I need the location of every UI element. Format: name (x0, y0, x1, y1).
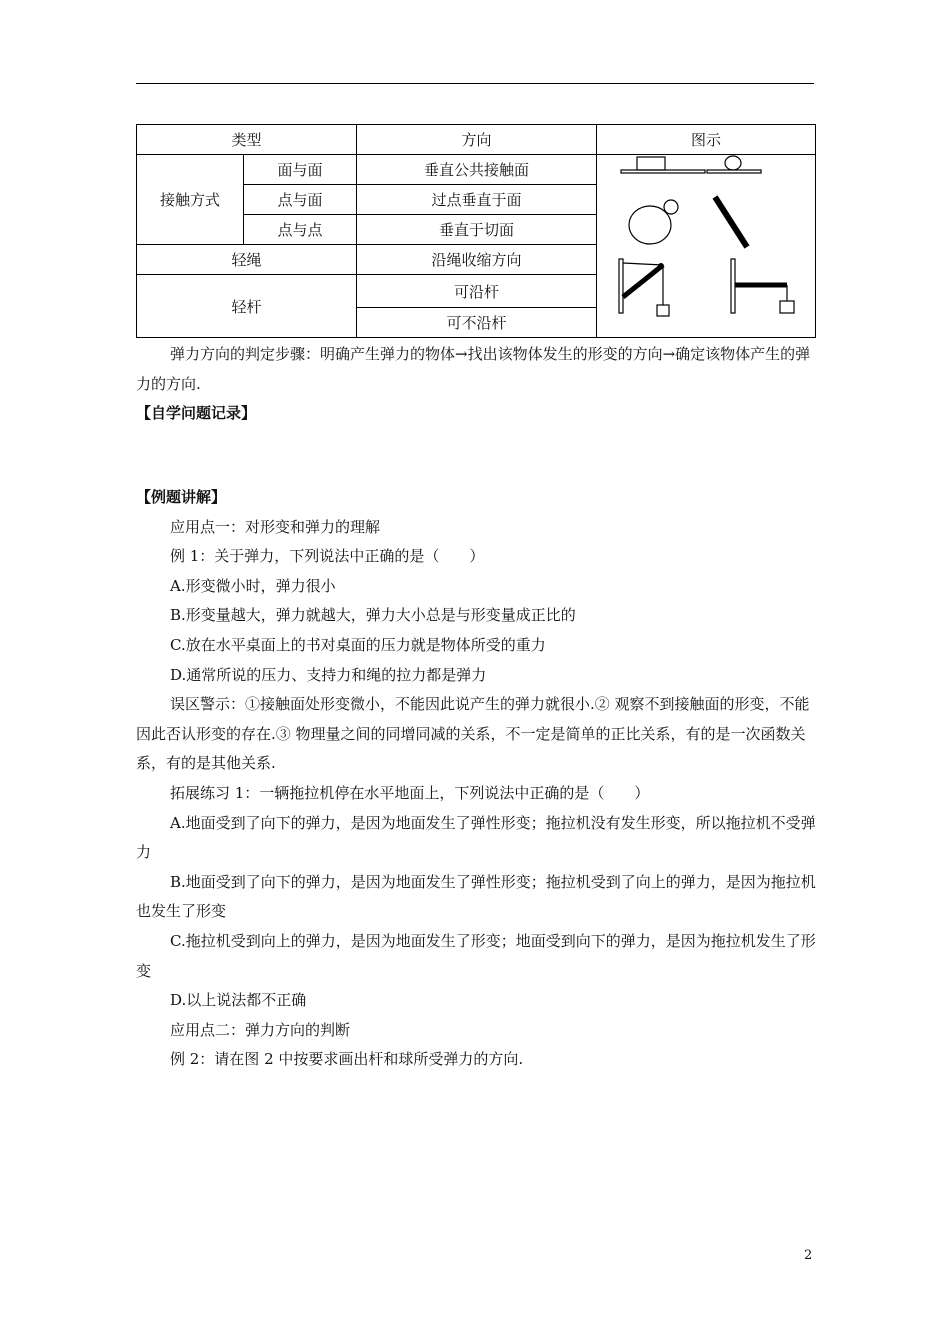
application-point-2: 应用点二：弹力方向的判断 (170, 1020, 351, 1039)
direction-cell: 垂直公共接触面 (357, 155, 597, 185)
examples-section (136, 483, 816, 1075)
extension-1-option-a: A.地面受到了向下的弹力，是因为地面发生了弹性形变；拖拉机没有发生形变，所以拖拉机不受弹力 (136, 813, 816, 862)
extension-1-option-c: C.拖拉机受到向上的弹力，是因为地面发生了形变；地面受到向下的弹力，是因为拖拉机发生了形变 (136, 931, 816, 980)
direction-cell: 可沿杆 (357, 275, 597, 308)
extension-1-option-b: B.地面受到了向下的弹力，是因为地面发生了弹性形变；拖拉机受到了向上的弹力，是因为拖拉机也发生了形变 (136, 872, 816, 921)
slanted-rod-figure (715, 197, 747, 247)
block-on-surface-figure (621, 157, 705, 173)
example-1-option-c: C.放在水平桌面上的书对桌面的压力就是物体所受的重力 (170, 635, 546, 654)
extension-1-question: 拓展练习 1：一辆拖拉机停在水平地面上，下列说法中正确的是（ ） (170, 783, 650, 802)
examples-heading: 【例题讲解】 (136, 488, 227, 506)
example-2-question: 例 2：请在图 2 中按要求画出杆和球所受弹力的方向. (170, 1050, 524, 1069)
header-rule (136, 83, 814, 84)
example-1-question: 例 1：关于弹力，下列说法中正确的是（ ） (170, 547, 485, 566)
application-point-1: 应用点一：对形变和弹力的理解 (170, 517, 381, 536)
direction-cell: 沿绳收缩方向 (357, 245, 597, 275)
direction-cell: 可不沿杆 (357, 308, 597, 338)
contact-mode-label: 接触方式 (137, 155, 244, 245)
sub-type: 面与面 (244, 155, 357, 185)
force-diagrams (597, 155, 815, 337)
example-1-option-b: B.形变量越大，弹力就越大，弹力大小总是与形变量成正比的 (170, 606, 576, 625)
direction-cell: 垂直于切面 (357, 215, 597, 245)
rod-label: 轻杆 (137, 275, 357, 338)
horizontal-rod-figure (731, 259, 794, 313)
page-number: 2 (804, 1248, 813, 1263)
header-type: 类型 (137, 125, 357, 155)
table-row (137, 155, 816, 185)
two-spheres-figure (629, 200, 678, 244)
header-figure: 图示 (597, 125, 816, 155)
rope-label: 轻绳 (137, 245, 357, 275)
figure-cell (597, 155, 816, 338)
steps-paragraph: 弹力方向的判定步骤：明确产生弹力的物体→找出该物体发生的形变的方向→确定该物体产生的弹力的方向. (136, 345, 811, 393)
example-1-option-a: A.形变微小时，弹力很小 (170, 576, 336, 595)
sub-type: 点与面 (244, 185, 357, 215)
steps-paragraph-block (136, 340, 816, 429)
elastic-force-table (136, 124, 816, 338)
ball-on-surface-figure (707, 156, 761, 173)
header-direction: 方向 (357, 125, 597, 155)
example-1-option-d: D.通常所说的压力、支持力和绳的拉力都是弹力 (170, 665, 487, 684)
rope-rod-weight-figure (619, 259, 669, 316)
table-header-row (137, 125, 816, 155)
misconception-warning: 误区警示：①接触面处形变微小，不能因此说产生的弹力就很小.② 观察不到接触面的形变，不能因此否认形变的存在.③ 物理量之间的同增同减的关系，不一定是简单的正比关系，有的是一次函数关系，有的是其他关系. (136, 695, 810, 773)
direction-cell: 过点垂直于面 (357, 185, 597, 215)
extension-1-option-d: D.以上说法都不正确 (170, 991, 307, 1010)
sub-type: 点与点 (244, 215, 357, 245)
self-study-heading: 【自学问题记录】 (136, 404, 257, 423)
